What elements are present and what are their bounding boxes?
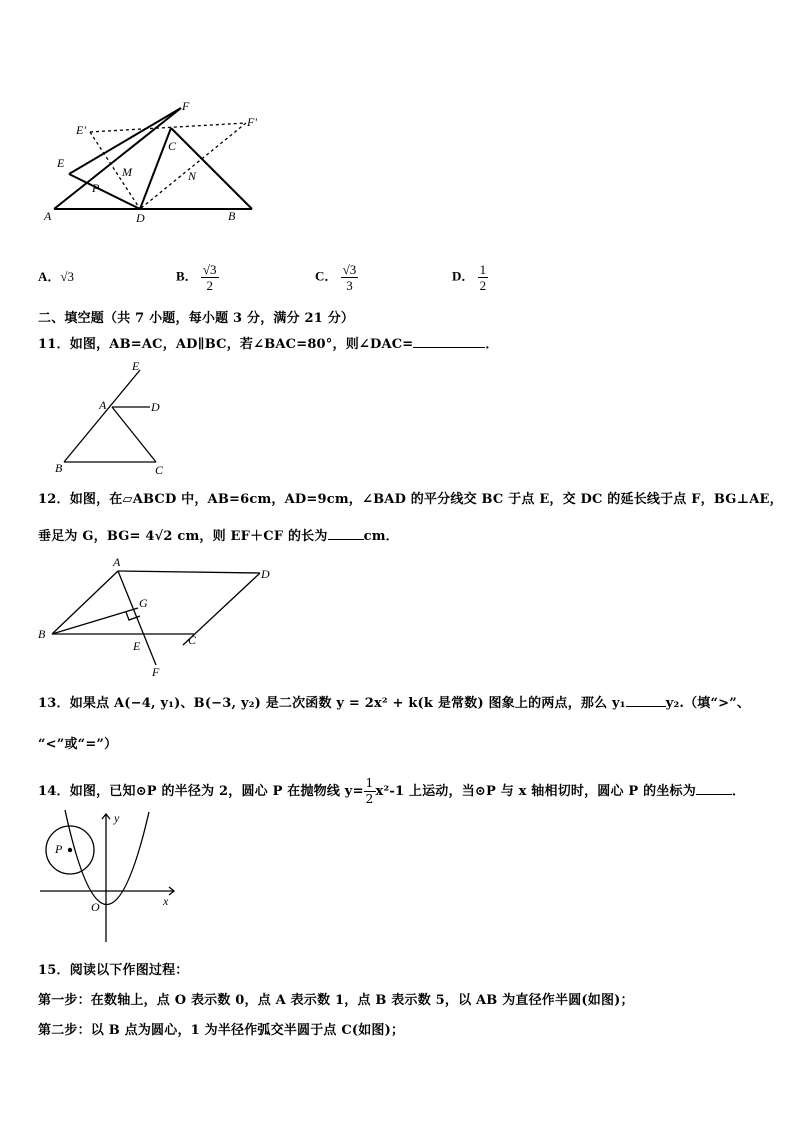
section-title: 二、填空题（共 7 小题，每小题 3 分，满分 21 分） [38, 311, 355, 326]
label-x: x [163, 894, 169, 908]
label-B: B [55, 461, 63, 475]
label-C: C [168, 139, 177, 153]
label-F: F [152, 665, 160, 679]
label-A: A [113, 555, 121, 569]
label-F: F [182, 99, 190, 113]
label-D: D [151, 400, 160, 414]
label-G: G [139, 596, 148, 610]
label-A: A [99, 398, 107, 412]
question-15-step1: 第一步：在数轴上，点 O 表示数 0，点 A 表示数 1，点 B 表示数 5，以 AB 为直径作半圆(如图)； [38, 993, 634, 1008]
label-M: M [122, 165, 132, 179]
label-P: P [92, 181, 100, 195]
label-N: N [188, 169, 197, 183]
question-15-title: 15．阅读以下作图过程： [38, 963, 189, 978]
label-O: O [91, 900, 100, 914]
label-E: E [133, 639, 141, 653]
figure-q14 [36, 808, 181, 948]
question-14: 14．如图，已知⊙P 的半径为 2，圆心 P 在抛物线 y= $\frac{1}{2}$ x²-1 上运动，当⊙P 与 x 轴相切时，圆心 P 的坐标为 ． [38, 776, 746, 806]
question-12-line2: 垂足为 G，BG= 4√2 cm，则 EF＋CF 的长为 cm． [38, 529, 399, 544]
label-E: E [57, 156, 65, 170]
option-a: A．√3 [38, 269, 75, 284]
label-E-prime: E' [76, 123, 86, 137]
question-15-step2: 第二步：以 B 点为圆心，1 为半径作弧交半圆于点 C(如图)； [38, 1023, 405, 1038]
label-D: D [261, 567, 270, 581]
label-P: P [55, 842, 63, 856]
option-b: B． $\frac{√3}{2}$ [176, 262, 217, 293]
figure-q10 [40, 98, 270, 228]
label-D: D [136, 211, 145, 225]
label-A: A [44, 209, 52, 223]
question-13-line2: “<”或“=”） [38, 737, 118, 752]
label-y: y [114, 811, 120, 825]
figure-q12 [34, 552, 284, 682]
question-12-line1: 12．如图，在▱ABCD 中，AB=6cm，AD=9cm，∠BAD 的平分线交 BC 于点 E，交 DC 的延长线于点 F，BG⊥AE， [38, 492, 783, 507]
label-F-prime: F' [247, 115, 257, 129]
label-B: B [38, 627, 46, 641]
option-c: C． $\frac{√3}{3}$ [315, 262, 357, 293]
label-E: E [132, 359, 140, 373]
question-13-line1: 13．如果点 A(−4, y₁)、B(−3, y₂) 是二次函数 y = 2x² + k(k 是常数) 图象上的两点，那么 y₁ y₂.（填“>”、 [38, 696, 751, 711]
option-d: D． $\frac{1}{2}$ [452, 262, 487, 293]
label-C: C [188, 633, 197, 647]
label-C: C [155, 463, 164, 477]
figure-q11 [52, 358, 172, 478]
question-11: 11．如图，AB=AC，AD∥BC，若∠BAC=80°，则∠DAC= ． [38, 337, 499, 352]
label-B: B [228, 209, 236, 223]
